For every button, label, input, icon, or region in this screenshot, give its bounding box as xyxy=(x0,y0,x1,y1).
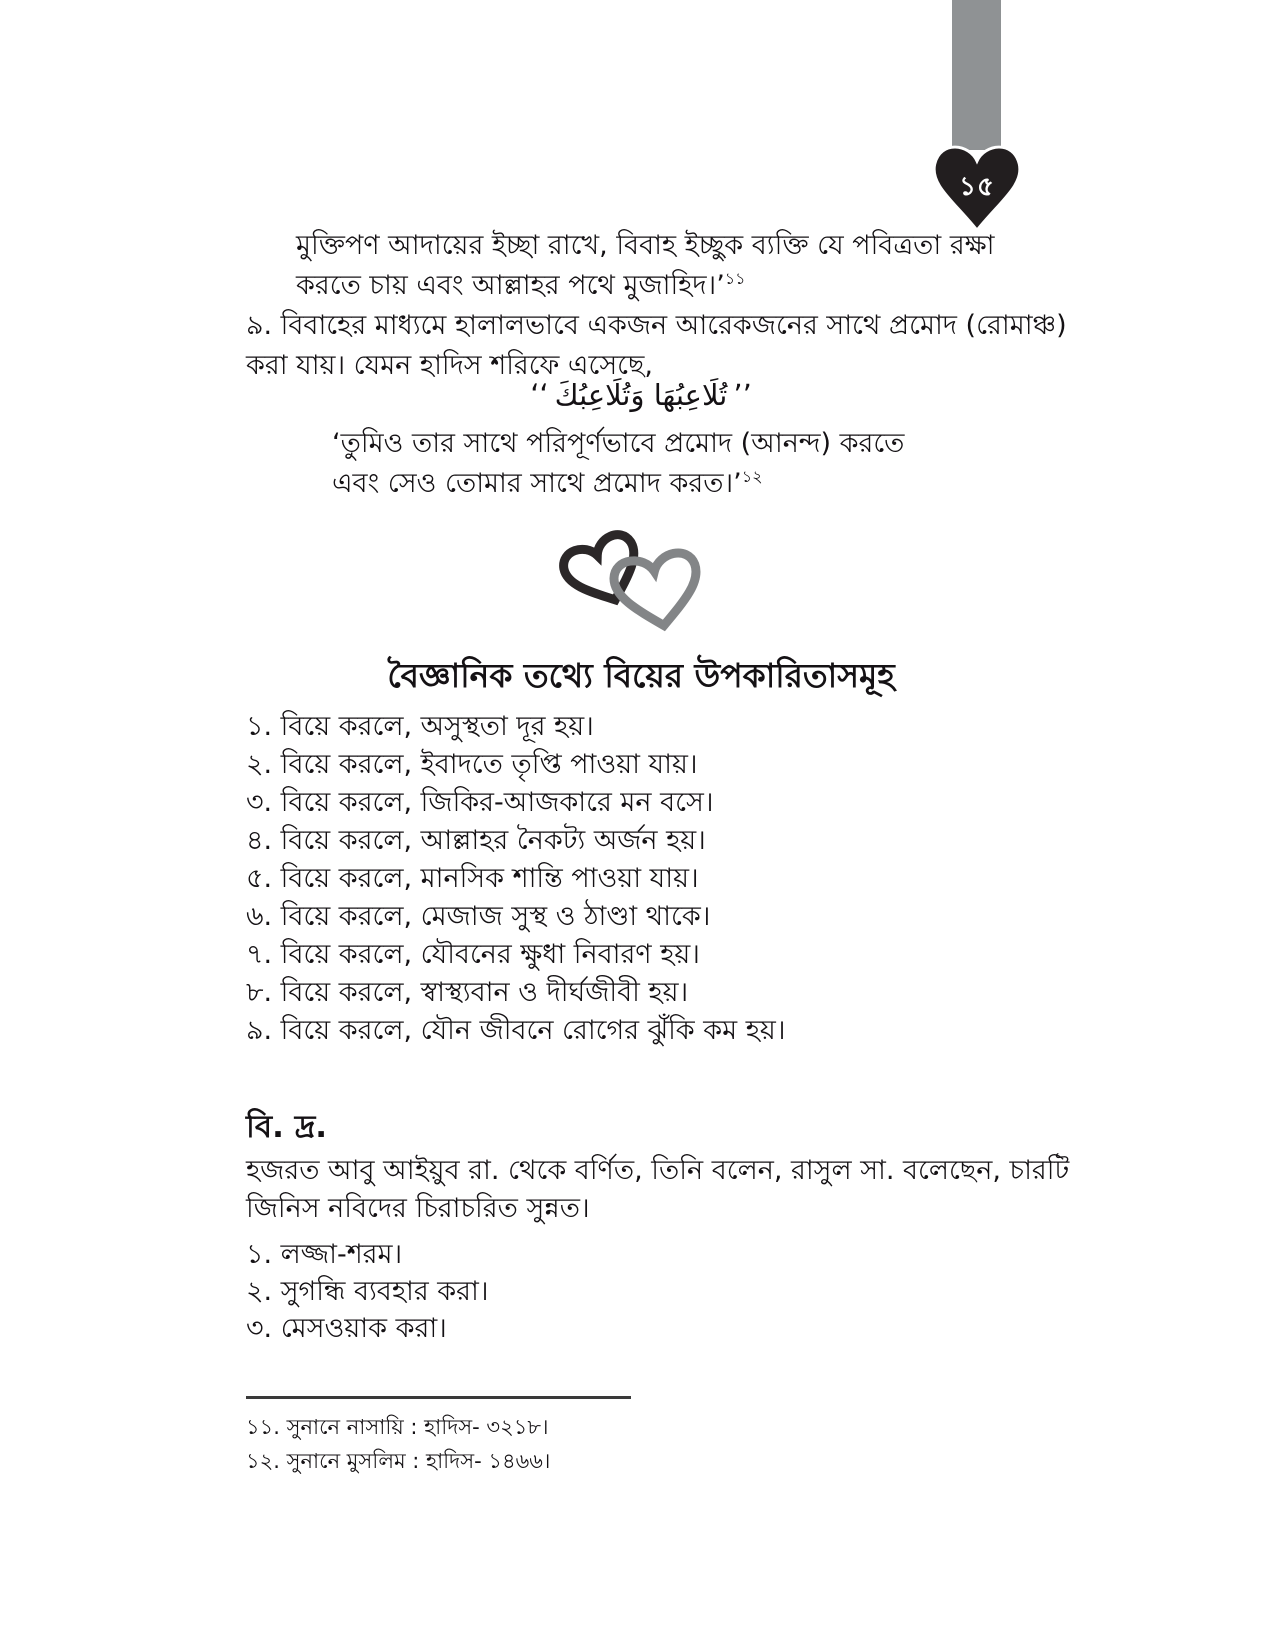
sunnah-list xyxy=(246,1236,489,1347)
bookmark-ribbon-icon xyxy=(952,0,1001,150)
page-number: ১৫ xyxy=(959,172,995,202)
benefits-list xyxy=(246,708,786,1050)
quote-block-2 xyxy=(332,424,904,504)
paragraph-line: করা যায়। যেমন হাদিস শরিফে এসেছে, xyxy=(246,350,653,381)
list-item: ২. সুগন্ধি ব্যবহার করা। xyxy=(246,1276,489,1307)
page-number-heart-icon xyxy=(929,140,1025,235)
footnote-separator xyxy=(246,1396,631,1399)
list-item: ৯. বিয়ে করলে, যৌন জীবনে রোগের ঝুঁকি কম হয়। xyxy=(246,1015,786,1046)
footnotes xyxy=(246,1410,550,1478)
quote-line: এবং সেও তোমার সাথে প্রমোদ করত।’$^{১২}$ xyxy=(332,467,763,499)
list-item: ৬. বিয়ে করলে, মেজাজ সুস্থ ও ঠাণ্ডা থাকে। xyxy=(246,901,711,932)
section-heading: বৈজ্ঞানিক তথ্যে বিয়ের উপকারিতাসমূহ xyxy=(387,656,895,695)
double-hearts-icon xyxy=(548,508,728,662)
footnote-reference: ১২ xyxy=(741,467,763,486)
quote-line: করতে চায় এবং আল্লাহর পথে মুজাহিদ।’$^{১১}$ xyxy=(296,269,746,301)
list-item: ৩. বিয়ে করলে, জিকির-আজকারে মন বসে। xyxy=(246,787,714,818)
paragraph-line: হজরত আবু আইয়ুব রা. থেকে বর্ণিত, তিনি বলেন, রাসুল সা. বলেছেন, চারটি xyxy=(246,1155,1070,1186)
list-item: ৮. বিয়ে করলে, স্বাস্থ্যবান ও দীর্ঘজীবী হয়। xyxy=(246,977,689,1008)
arabic-quote xyxy=(246,372,1036,418)
open-quote: ‘‘ xyxy=(530,378,549,412)
footnote: ১১. সুনানে নাসায়ি : হাদিস- ৩২১৮। xyxy=(246,1415,549,1439)
list-item: ১. লজ্জা-শরম। xyxy=(246,1239,403,1270)
quote-line: মুক্তিপণ আদায়ের ইচ্ছা রাখে, বিবাহ ইচ্ছুক ব্যক্তি যে পবিত্রতা রক্ষা xyxy=(296,230,995,261)
quote-block-1 xyxy=(296,226,994,306)
list-item: ২. বিয়ে করলে, ইবাদতে তৃপ্তি পাওয়া যায়। xyxy=(246,749,698,780)
list-item: ৫. বিয়ে করলে, মানসিক শান্তি পাওয়া যায়। xyxy=(246,863,699,894)
note-heading: বি. দ্র. xyxy=(246,1109,328,1145)
footnote: ১২. সুনানে মুসলিম : হাদিস- ১৪৬৬। xyxy=(246,1449,551,1473)
list-item: ৭. বিয়ে করলে, যৌবনের ক্ষুধা নিবারণ হয়। xyxy=(246,939,700,970)
list-item: ১. বিয়ে করলে, অসুস্থতা দূর হয়। xyxy=(246,711,594,742)
list-item: ৪. বিয়ে করলে, আল্লাহর নৈকট্য অর্জন হয়। xyxy=(246,825,706,856)
paragraph-line: ৯. বিবাহের মাধ্যমে হালালভাবে একজন আরেকজনের সাথে প্রমোদ (রোমাঞ্চ) xyxy=(246,310,1067,341)
footnote-reference: ১১ xyxy=(724,269,746,288)
list-item: ৩. মেসওয়াক করা। xyxy=(246,1313,447,1344)
quote-line: ‘তুমিও তার সাথে পরিপূর্ণভাবে প্রমোদ (আনন্দ) করতে xyxy=(332,428,905,459)
paragraph-line: জিনিস নবিদের চিরাচরিত সুন্নত। xyxy=(246,1193,590,1224)
note-paragraph xyxy=(246,1152,1069,1228)
arabic-text: تُلَاعِبُهَا وَتُلَاعِبُكَ xyxy=(554,378,728,412)
close-quote: ’’ xyxy=(733,378,752,412)
